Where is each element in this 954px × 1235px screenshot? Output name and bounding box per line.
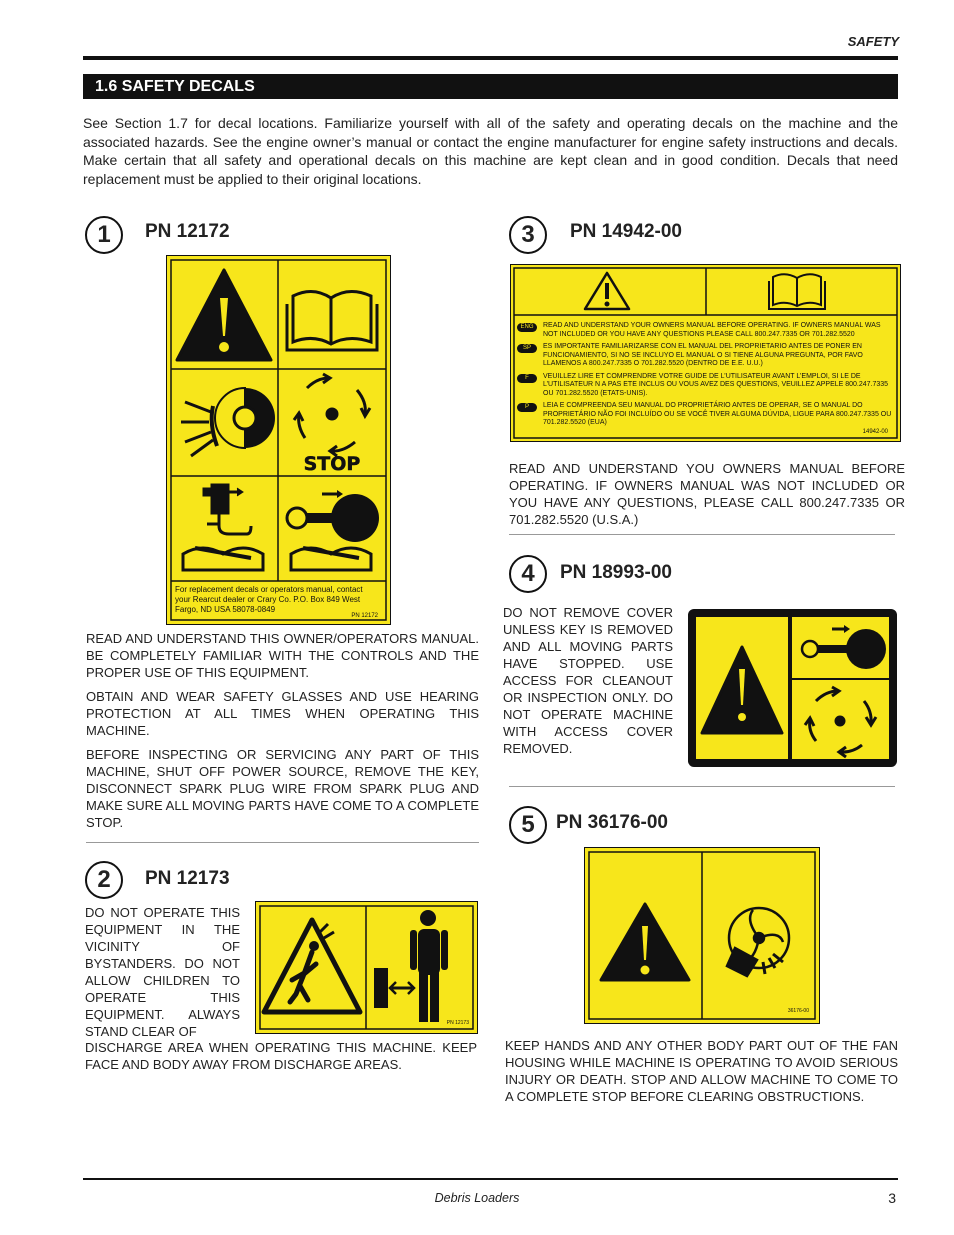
- language-text: ES IMPORTANTE FAMILIARIZARSE CON EL MANUAL DEL PROPRIETARIO ANTES DE PONER EN FUNCIONAMIENTO, SI NO SE INCLUYO EL MANUAL O SI TIENE ALGUNA PREGUNTA, POR FAVO LLAMENOS A 800.247.7335 O 701.282.5520 (DENTRO DE E.E. U.U.): [543, 343, 863, 367]
- decal-5-pn: PN 36176-00: [556, 812, 668, 833]
- decal-5-text: KEEP HANDS AND ANY OTHER BODY PART OUT OF THE FAN HOUSING WHILE MACHINE IS OPERATING TO AVOID SERIOUS INJURY OR DEATH. STOP AND ALLOW MACHINE TO COME TO A COMPLETE STOP BEFORE CLEARING OBSTRUCTIONS.: [505, 1038, 898, 1104]
- footer-title: Debris Loaders: [434, 1191, 520, 1205]
- language-text: LEIA E COMPREENDA SEU MANUAL DO PROPRIETÁRIO ANTES DE OPERAR, SE O MANUAL DO PROPRIETÁRIO NÃO FOI INCLUÍDO OU SE VOCÊ TIVER ALGUMA DÚVIDA, LIGUE PARA 800.247.7335 OU 701.282.5520 (EUA): [543, 402, 892, 426]
- decal-1-artwork: [167, 256, 390, 624]
- decal-2-text-continued: DISCHARGE AREA WHEN OPERATING THIS MACHINE. KEEP FACE AND BODY AWAY FROM DISCHARGE AREAS.: [85, 1040, 477, 1072]
- header-rule: [83, 56, 898, 60]
- decal-1-paragraph-3: BEFORE INSPECTING OR SERVICING ANY PART OF THIS MACHINE, SHUT OFF POWER SOURCE, REMOVE THE KEY, DISCONNECT SPARK PLUG WIRE FROM SPARK PLUG AND MAKE SURE ALL MOVING PARTS HAVE COME TO A COMPLETE STOP.: [86, 747, 479, 830]
- decal-4-pn: PN 18993-00: [560, 562, 672, 583]
- decal-1-number: 1: [85, 216, 123, 254]
- decal-5-number: 5: [509, 806, 547, 844]
- decal-1-small-pn: PN 12172: [351, 613, 378, 619]
- decal-5-image: [584, 847, 820, 1024]
- running-header: SAFETY: [847, 34, 899, 49]
- decal-2-image: [255, 901, 478, 1034]
- warning-triangle-icon: [585, 273, 629, 309]
- decal-3-number: 3: [509, 216, 547, 254]
- footer-rule: [83, 1178, 898, 1180]
- decal-1-paragraph-2: OBTAIN AND WEAR SAFETY GLASSES AND USE HEARING PROTECTION AT ALL TIMES WHEN OPERATING THIS MACHINE.: [86, 689, 479, 738]
- decal-3-image: [510, 264, 901, 442]
- language-text: VEUILLEZ LIRE ET COMPRENDRE VOTRE GUIDE DE L’UTILISATEUR AVANT L’EMPLOI, SI LE DE L’UTILISATEUR N A PAS ETE INCLUS OU VOUS AVEZ DES QUESTIONS, VEUILLEZ APPELE 800.247.7335 OU 701.282.5520 (ETATS-UNIS).: [543, 372, 889, 397]
- decal-1-paragraph-1: READ AND UNDERSTAND THIS OWNER/OPERATORS MANUAL. BE COMPLETELY FAMILIAR WITH THE CONTROLS AND THE PROPER USE OF THIS EQUIPMENT.: [86, 631, 479, 680]
- page-number: 3: [888, 1190, 896, 1206]
- decal-5-small-pn: 36176-00: [787, 1008, 809, 1014]
- decal-2-text: DO NOT OPERATE THIS EQUIPMENT IN THE VICINITY OF BYSTANDERS. DO NOT ALLOW CHILDREN TO OPERATE THIS EQUIPMENT. ALWAYS STAND CLEAR OF: [85, 905, 240, 1039]
- decal-2-small-pn: PN 12173: [446, 1020, 469, 1026]
- divider: [86, 842, 479, 843]
- decal-2-pn: PN 12173: [145, 868, 230, 889]
- decal-1-image: [166, 255, 391, 625]
- decal-2-artwork: [256, 902, 477, 1033]
- language-text: READ AND UNDERSTAND YOUR OWNERS MANUAL BEFORE OPERATING. IF OWNERS MANUAL WAS NOT INCLUDED OR YOU HAVE ANY QUESTIONS PLEASE CALL 800.247.7335 OR 701.282.5520: [543, 322, 881, 338]
- language-badge: F: [517, 374, 537, 383]
- decal-3-lang-row: [517, 343, 892, 369]
- decal-3-lang-row: [517, 322, 892, 339]
- decal-4-artwork: [688, 609, 897, 767]
- divider: [509, 786, 895, 787]
- decal-3-lang-row: [517, 373, 892, 399]
- decal-3-lang-row: [517, 402, 892, 428]
- decal-4-text: DO NOT REMOVE COVER UNLESS KEY IS REMOVED AND ALL MOVING PARTS HAVE STOPPED. USE ACCESS FOR CLEANOUT OR INSPECTION ONLY. DO NOT OPERATE MACHINE WITH ACCESS COVER REMOVED.: [503, 605, 673, 756]
- language-badge: SP: [517, 344, 537, 353]
- section-title: 1.6 SAFETY DECALS: [83, 74, 898, 99]
- language-badge: ENG: [517, 323, 537, 332]
- decal-1-pn: PN 12172: [145, 221, 230, 242]
- decal-5-artwork: [585, 848, 819, 1023]
- decal-4-image: [688, 609, 897, 767]
- decal-4-number: 4: [509, 555, 547, 593]
- intro-paragraph: See Section 1.7 for decal locations. Familiarize yourself with all of the safety and operating decals on the machine and the associated hazards. See the engine owner’s manual or contact the engine manufacturer for engine safety instructions and decals. Make certain that all safety and operational decals on this machine are kept clean and in good condition. Decals that need replacement must be applied to their original locations.: [83, 115, 898, 187]
- decal-3-pn: PN 14942-00: [570, 221, 682, 242]
- decal-3-text: READ AND UNDERSTAND YOU OWNERS MANUAL BEFORE OPERATING. IF OWNERS MANUAL WAS NOT INCLUDED OR YOU HAVE ANY QUESTIONS, PLEASE CALL 800.247.7335 OR 701.282.5520 (U.S.A.): [509, 461, 905, 527]
- divider: [509, 534, 895, 535]
- decal-1-stop-text: STOP: [303, 453, 361, 475]
- decal-3-language-list: [517, 322, 892, 428]
- language-badge: P: [517, 403, 537, 412]
- decal-3-small-pn: 14942-00: [862, 429, 888, 435]
- manual-book-icon: [769, 274, 825, 309]
- decal-2-number: 2: [85, 861, 123, 899]
- decal-1-footer-note: For replacement decals or operators manual, contact your Rearcut dealer or Crary Co. P.O. Box 849 West Fargo, ND USA 58078-0849: [175, 585, 363, 614]
